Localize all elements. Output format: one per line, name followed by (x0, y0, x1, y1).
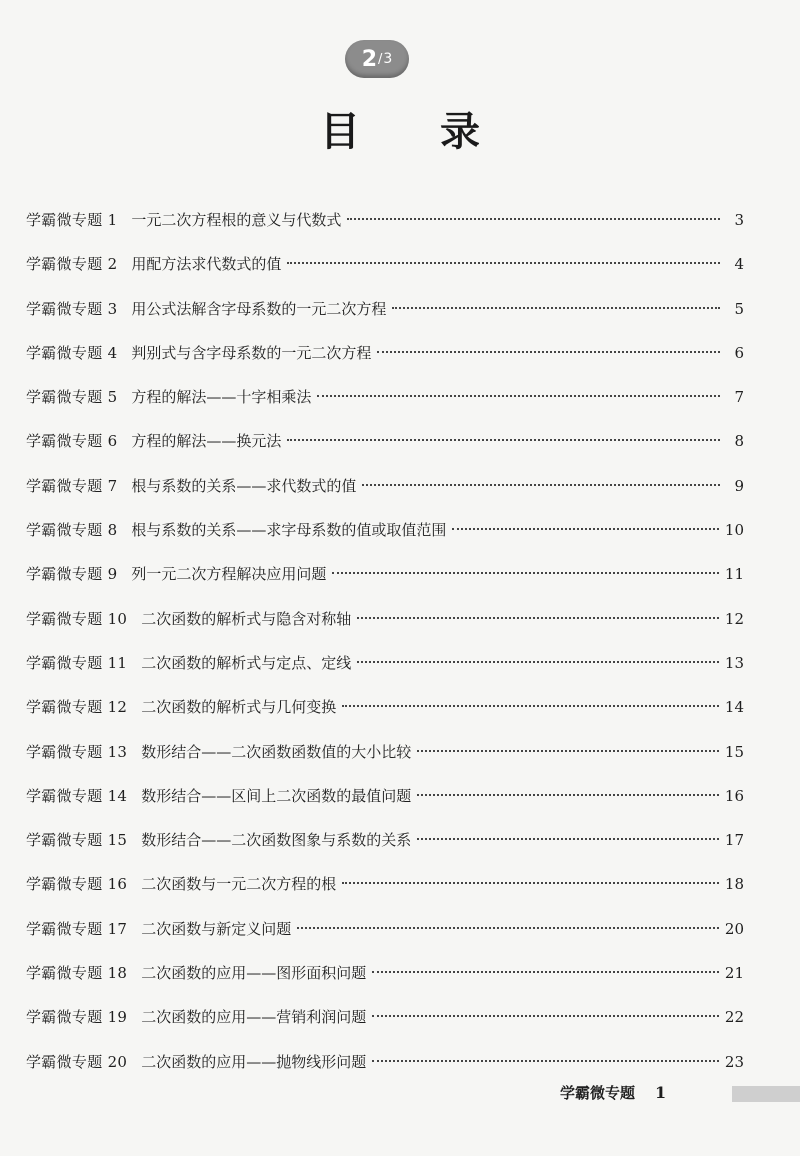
toc-entry-label: 学霸微专题 20 (26, 1052, 128, 1071)
dot-leader (372, 1015, 719, 1017)
dot-leader (392, 307, 720, 309)
toc-entry[interactable] (26, 242, 744, 286)
toc-entry-topic: 用配方法求代数式的值 (131, 255, 282, 274)
toc-entry[interactable] (26, 818, 744, 862)
toc-entry-label: 学霸微专题 18 (26, 964, 128, 983)
toc-entry-page: 21 (724, 964, 744, 983)
toc-entry-topic: 根与系数的关系——求字母系数的值或取值范围 (131, 521, 447, 540)
dot-leader (372, 1060, 719, 1062)
toc-entry-label: 学霸微专题 11 (26, 653, 128, 672)
toc-entry-label: 学霸微专题 5 (26, 388, 118, 407)
table-of-contents (26, 198, 744, 1084)
toc-entry-label: 学霸微专题 3 (26, 299, 118, 318)
toc-entry-page: 17 (724, 831, 744, 850)
dot-leader (317, 395, 720, 397)
toc-entry-page: 23 (724, 1052, 744, 1071)
toc-entry-label: 学霸微专题 2 (26, 255, 118, 274)
badge-denominator: 3 (383, 51, 393, 67)
dot-leader (347, 218, 720, 220)
toc-entry-label: 学霸微专题 9 (26, 565, 118, 584)
toc-entry-label: 学霸微专题 1 (26, 211, 118, 229)
toc-entry[interactable] (26, 331, 744, 375)
toc-entry-topic: 数形结合——二次函数图象与系数的关系 (141, 831, 412, 850)
toc-entry[interactable] (26, 685, 744, 729)
toc-entry-label: 学霸微专题 6 (26, 432, 118, 451)
toc-entry-page: 6 (734, 343, 744, 362)
toc-entry-page: 22 (724, 1008, 744, 1027)
toc-entry-topic: 根与系数的关系——求代数式的值 (131, 476, 357, 495)
dot-leader (342, 882, 719, 884)
toc-entry-page: 7 (734, 388, 744, 407)
dot-leader (357, 661, 719, 663)
dot-leader (452, 528, 718, 530)
toc-entry-topic: 二次函数的解析式与定点、定线 (141, 653, 352, 672)
toc-entry-page: 8 (734, 432, 744, 451)
toc-entry[interactable] (26, 862, 744, 906)
toc-entry-label: 学霸微专题 19 (26, 1008, 128, 1027)
toc-entry-page: 9 (734, 476, 744, 495)
toc-entry-page: 15 (724, 742, 744, 761)
toc-entry-topic: 二次函数的应用——抛物线形问题 (141, 1052, 367, 1071)
dot-leader (297, 927, 719, 929)
toc-entry[interactable] (26, 464, 744, 508)
toc-entry-topic: 用公式法解含字母系数的一元二次方程 (131, 299, 387, 318)
toc-entry-page: 5 (734, 299, 744, 318)
toc-entry[interactable] (26, 198, 744, 242)
toc-entry-page: 13 (724, 653, 744, 672)
toc-entry-topic: 列一元二次方程解决应用问题 (131, 565, 327, 584)
toc-entry[interactable] (26, 907, 744, 951)
toc-entry-label: 学霸微专题 17 (26, 919, 128, 938)
dot-leader (342, 705, 719, 707)
dot-leader (362, 484, 720, 486)
page-title: 目录 (320, 109, 560, 155)
badge-number: 2 (361, 46, 377, 72)
toc-entry[interactable] (26, 419, 744, 463)
toc-entry-topic: 数形结合——区间上二次函数的最值问题 (141, 786, 412, 805)
toc-entry-page: 3 (734, 211, 744, 229)
footer-page-number: 1 (655, 1083, 667, 1102)
dot-leader (417, 794, 719, 796)
dot-leader (417, 838, 719, 840)
toc-entry-topic: 二次函数的应用——营销利润问题 (141, 1008, 367, 1027)
dot-leader (332, 572, 718, 574)
toc-entry-page: 20 (724, 919, 744, 938)
toc-entry[interactable] (26, 641, 744, 685)
toc-entry-topic: 判别式与含字母系数的一元二次方程 (131, 343, 372, 362)
toc-entry-label: 学霸微专题 7 (26, 476, 118, 495)
toc-entry-topic: 方程的解法——十字相乘法 (131, 388, 312, 407)
toc-entry-page: 12 (724, 609, 744, 628)
page-footer (560, 1082, 666, 1103)
dot-leader (287, 262, 720, 264)
toc-entry[interactable] (26, 375, 744, 419)
toc-entry-label: 学霸微专题 8 (26, 521, 118, 540)
toc-entry-topic: 二次函数的应用——图形面积问题 (141, 964, 367, 983)
toc-entry-topic: 方程的解法——换元法 (131, 432, 282, 451)
toc-entry-label: 学霸微专题 12 (26, 698, 128, 717)
toc-entry[interactable] (26, 508, 744, 552)
toc-entry[interactable] (26, 287, 744, 331)
footer-series-label: 学霸微专题 (560, 1084, 636, 1102)
toc-entry[interactable] (26, 730, 744, 774)
toc-entry-page: 10 (724, 521, 744, 540)
toc-entry-topic: 二次函数与新定义问题 (141, 919, 292, 938)
toc-entry-label: 学霸微专题 13 (26, 742, 128, 761)
toc-entry[interactable] (26, 1040, 744, 1084)
toc-entry-topic: 数形结合——二次函数函数值的大小比较 (141, 742, 412, 761)
toc-entry-topic: 一元二次方程根的意义与代数式 (131, 211, 342, 229)
toc-entry-label: 学霸微专题 4 (26, 343, 118, 362)
toc-entry-label: 学霸微专题 14 (26, 786, 128, 805)
toc-entry-page: 16 (724, 786, 744, 805)
dot-leader (357, 617, 719, 619)
toc-entry[interactable] (26, 995, 744, 1039)
dot-leader (372, 971, 719, 973)
toc-entry-label: 学霸微专题 15 (26, 831, 128, 850)
dot-leader (377, 351, 720, 353)
toc-entry[interactable] (26, 552, 744, 596)
badge-slash: / (378, 51, 383, 67)
toc-entry-topic: 二次函数与一元二次方程的根 (141, 875, 337, 894)
toc-entry-page: 18 (724, 875, 744, 894)
toc-entry[interactable] (26, 951, 744, 995)
toc-entry-topic: 二次函数的解析式与隐含对称轴 (141, 609, 352, 628)
toc-entry[interactable] (26, 774, 744, 818)
toc-entry-label: 学霸微专题 16 (26, 875, 128, 894)
toc-entry[interactable] (26, 597, 744, 641)
section-badge (345, 40, 409, 78)
dot-leader (287, 439, 720, 441)
toc-entry-page: 14 (724, 698, 744, 717)
toc-entry-topic: 二次函数的解析式与几何变换 (141, 698, 337, 717)
toc-entry-label: 学霸微专题 10 (26, 609, 128, 628)
dot-leader (417, 750, 719, 752)
footer-decorative-bar (732, 1086, 800, 1102)
toc-entry-page: 4 (734, 255, 744, 274)
toc-entry-page: 11 (724, 565, 744, 584)
